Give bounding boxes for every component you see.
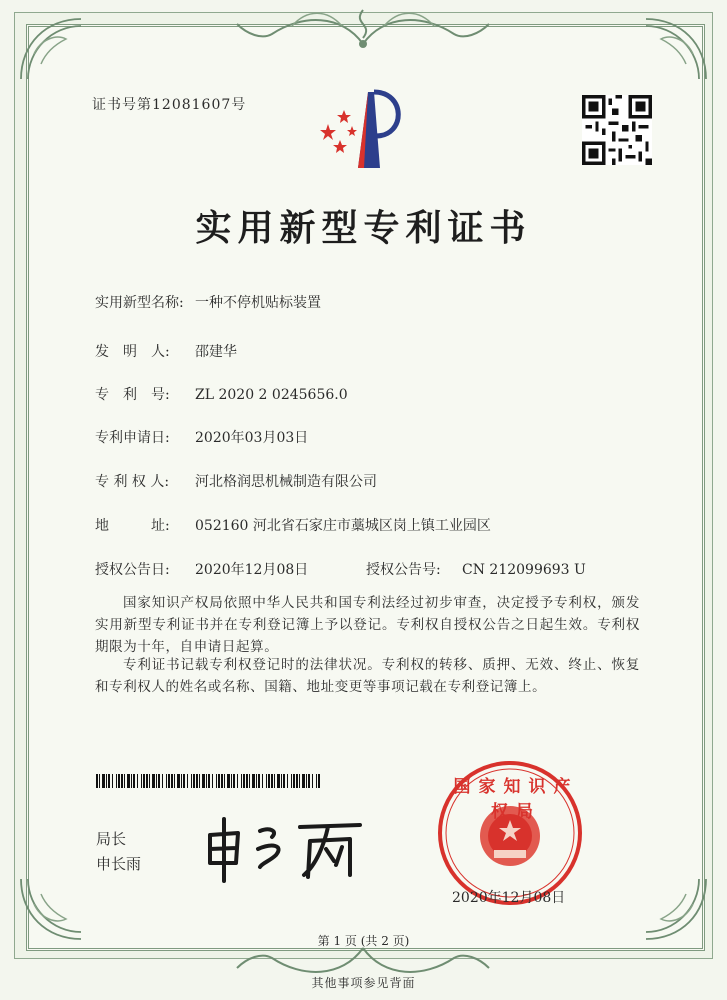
field-address xyxy=(95,515,491,535)
field-label: 授权公告号: xyxy=(366,562,441,578)
field-label: 实用新型名称: xyxy=(95,295,184,311)
field-label: 专 利 权 人: xyxy=(95,474,170,490)
field-utility-name xyxy=(95,292,321,312)
qr-code-icon xyxy=(582,95,652,165)
field-value: ZL 2020 2 0245656.0 xyxy=(195,387,348,403)
seal-text: 国家知识产权局 xyxy=(453,777,579,822)
field-application-date xyxy=(95,427,308,447)
body-paragraph: 国家知识产权局依照中华人民共和国专利法经过初步审查，决定授予专利权，颁发实用新型专利证书并在专利登记簿上予以登记。专利权自授权公告之日起生效。专利权期限为十年，自申请日起算。 xyxy=(95,595,640,655)
field-patent-holder xyxy=(95,471,377,491)
corner-ornament-icon xyxy=(16,14,86,84)
field-value: 邵建华 xyxy=(195,344,237,360)
barcode-icon xyxy=(96,774,321,788)
field-value: 一种不停机贴标装置 xyxy=(195,295,321,311)
footer-note: 其他事项参见背面 xyxy=(311,976,416,990)
field-value: 2020年12月08日 xyxy=(195,562,309,578)
top-ornament-icon xyxy=(232,4,494,52)
field-label: 发 明 人: xyxy=(95,344,170,360)
field-value: 052160 河北省石家庄市藁城区岗上镇工业园区 xyxy=(195,518,491,534)
field-label: 授权公告日: xyxy=(95,562,170,578)
director-name: 申长雨 xyxy=(96,855,142,873)
seal-date: 2020年12月08日 xyxy=(452,890,566,906)
field-patent-number xyxy=(95,384,348,404)
page-number: 第 1 页 (共 2 页) xyxy=(317,934,410,948)
body-paragraph: 专利证书记载专利权登记时的法律状况。专利权的转移、质押、无效、终止、恢复和专利权人的姓名或名称、国籍、地址变更等事项记载在专利登记簿上。 xyxy=(95,657,640,695)
corner-ornament-icon xyxy=(641,14,711,84)
director-signature-icon xyxy=(200,805,370,885)
field-label: 专 利 号: xyxy=(95,387,170,403)
certificate-title: 实用新型专利证书 xyxy=(195,207,532,249)
field-inventor xyxy=(95,341,237,361)
patent-office-logo-icon xyxy=(310,88,406,172)
field-value: CN 212099693 U xyxy=(462,562,586,578)
field-value: 2020年03月03日 xyxy=(195,430,309,446)
field-grant-number xyxy=(366,559,586,579)
field-label: 专利申请日: xyxy=(95,430,170,446)
field-value: 河北格润思机械制造有限公司 xyxy=(195,474,377,490)
director-title: 局长 xyxy=(96,830,127,848)
certificate-number: 证书号第12081607号 xyxy=(92,97,247,113)
field-label: 地 址: xyxy=(95,518,170,534)
field-grant-date xyxy=(95,559,308,579)
